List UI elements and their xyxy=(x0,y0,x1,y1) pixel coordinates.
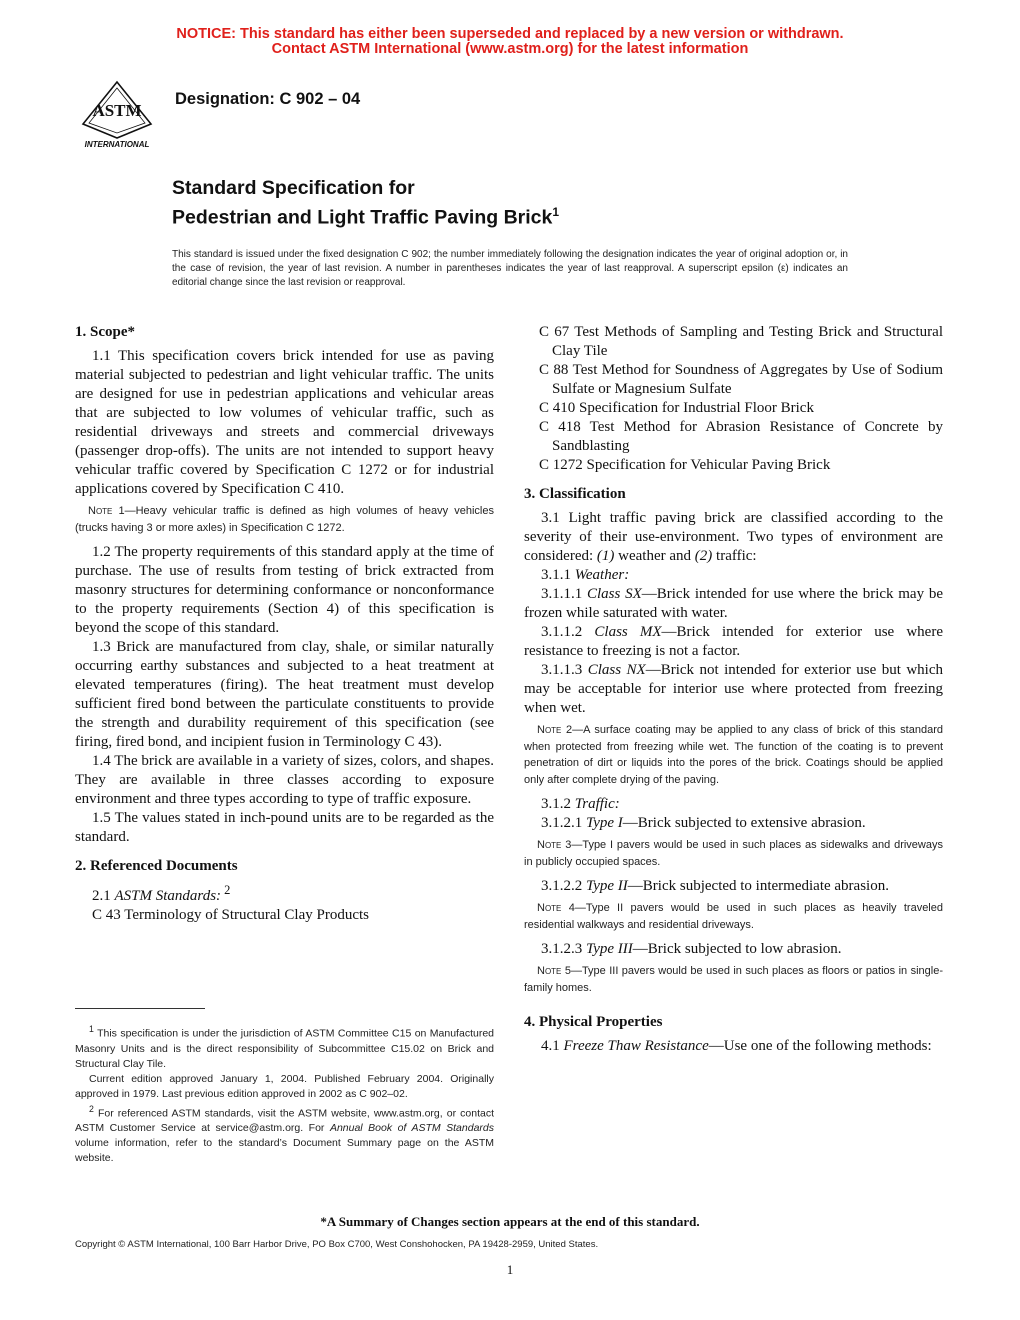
note-1-label: Note 1 xyxy=(88,505,125,517)
notice-line-1: NOTICE: This standard has either been superseded and replaced by a new version or withdrawn. xyxy=(176,26,844,42)
footnote-1-marker: 1 xyxy=(89,1024,94,1034)
summary-of-changes-note: *A Summary of Changes section appears at the end of this standard. xyxy=(320,1214,700,1229)
paragraph-3-1-2-1 xyxy=(524,814,943,833)
ref-c43: C 43 Terminology of Structural Clay Products xyxy=(92,907,369,923)
paragraph-2-1 xyxy=(75,881,494,906)
paragraph-3-1-1 xyxy=(524,566,943,585)
p3-1-2-3-em: Type III xyxy=(586,941,633,957)
p3-1-1-2-em: Class MX xyxy=(594,624,662,640)
p3-1-enum-1: (1) xyxy=(596,548,615,564)
p3-1-2-text: Traffic: xyxy=(574,796,620,812)
note-5 xyxy=(524,963,943,996)
logo-text: ASTM xyxy=(92,101,142,120)
section-2-heading: 2. Referenced Documents xyxy=(75,858,238,874)
logo-subtext: INTERNATIONAL xyxy=(84,140,150,149)
p3-1-1-2-text: —Brick intended for exterior use where resistance to freezing is not a factor. xyxy=(524,624,943,659)
paragraph-1-3: 1.3 Brick are manufactured from clay, shale, or similar naturally occurring earthy substances and subjected to a heat treatment at elevated temperatures (firing). The heat treatment must develop sufficient fired bond between the particulate constituents to provide the strength and durability requirement of this specification (see firing, fired bond, and incipient fusion in Terminology C 43). xyxy=(75,639,494,750)
footnote-1-text: This specification is under the jurisdiction of ASTM Committee C15 on Manufactured Masonry Units and is the direct responsibility of Subcommittee C15.02 on Brick and Structural Clay Tile. xyxy=(75,1027,494,1070)
p3-1-2-num: 3.1.2 xyxy=(541,796,575,812)
paragraph-3-1-1-3 xyxy=(524,661,943,718)
paragraph-3-1-2-2 xyxy=(524,877,943,896)
ref-c410: C 410 Specification for Industrial Floor Brick xyxy=(539,400,814,416)
title-footnote-marker: 1 xyxy=(552,205,560,219)
note-4-text: —Type II pavers would be used in such places as heavily traveled residential walkways and residential driveways. xyxy=(524,902,943,931)
paragraph-3-1-2 xyxy=(524,795,943,814)
p3-1-1-num: 3.1.1 xyxy=(541,567,575,583)
ref-c67: C 67 Test Methods of Sampling and Testing Brick and Structural Clay Tile xyxy=(539,324,943,359)
p3-1-1-3-em: Class NX xyxy=(587,662,646,678)
left-column xyxy=(75,323,494,925)
footnote-2-em: Annual Book of ASTM Standards xyxy=(329,1122,494,1134)
footnote-1 xyxy=(75,1022,494,1072)
note-3-text: —Type I pavers would be used in such places as sidewalks and driveways in publicly occupied spaces. xyxy=(524,839,943,868)
paragraph-1-4: 1.4 The brick are available in a variety of sizes, colors, and shapes. They are available in three classes according to exposure environment and three types according to type of traffic exposure. xyxy=(75,753,494,807)
p3-1-1-1-em: Class SX xyxy=(587,586,642,602)
document-title xyxy=(172,176,559,230)
p3-1-1-3-text: —Brick not intended for exterior use but which may be acceptable for interior use where protected from freezing when wet. xyxy=(524,662,944,716)
title-line-1: Standard Specification for xyxy=(172,177,415,199)
p3-1-1-1-text: —Brick intended for use where the brick may be frozen while saturated with water. xyxy=(524,586,943,621)
ref-c88: C 88 Test Method for Soundness of Aggregates by Use of Sodium Sulfate or Magnesium Sulfate xyxy=(539,362,943,397)
copyright: Copyright © ASTM International, 100 Barr Harbor Drive, PO Box C700, West Conshohocken, PA 19428-2959, United States. xyxy=(75,1239,599,1250)
p3-1-2-1-text: —Brick subjected to extensive abrasion. xyxy=(622,815,866,831)
page-number: 1 xyxy=(506,1262,514,1277)
p3-1-2-2-num: 3.1.2.2 xyxy=(541,878,586,894)
footnote-1-approval: Current edition approved January 1, 2004. Published February 2004. Originally approved in 1979. Last previous edition approved in 2002 as C 902–02. xyxy=(75,1072,494,1100)
p2-1-text: ASTM Standards: xyxy=(114,888,222,904)
p3-1-1-3-num: 3.1.1.3 xyxy=(541,662,588,678)
issuance-statement: This standard is issued under the fixed designation C 902; the number immediately following the designation indicates the year of original adoption or, in the case of revision, the year of last revision. A number in parentheses indicates the year of last reapproval. A superscript epsilon (ε) indicates an editorial change since the last revision or reapproval. xyxy=(172,249,848,288)
p2-1-sup: 2 xyxy=(221,883,231,897)
p3-1-2-1-em: Type I xyxy=(586,815,623,831)
p3-1-text-e: traffic: xyxy=(712,548,757,564)
note-4-label: Note 4 xyxy=(537,902,575,914)
footnote-2-marker: 2 xyxy=(89,1103,94,1114)
paragraph-4-1 xyxy=(524,1037,943,1056)
footnote-2-text-a: For referenced ASTM standards, visit the ASTM website, www.astm.org, or contact ASTM Customer Service at service@astm.org. For xyxy=(75,1107,494,1134)
ref-c418: C 418 Test Method for Abrasion Resistance of Concrete by Sandblasting xyxy=(539,419,943,454)
section-1-heading: 1. Scope* xyxy=(75,324,135,340)
note-4 xyxy=(524,900,943,933)
paragraph-1-2: 1.2 The property requirements of this standard apply at the time of purchase. The use of results from testing of brick extracted from masonry structures for determining conformance or nonconformance to the property requirements (Section 4) of this specification is beyond the scope of this standard. xyxy=(75,544,494,636)
p3-1-2-2-text: —Brick subjected to intermediate abrasion. xyxy=(627,878,889,894)
section-4-heading: 4. Physical Properties xyxy=(524,1014,663,1030)
notice-line-2: Contact ASTM International (www.astm.org) for the latest information xyxy=(271,41,749,57)
note-5-label: Note 5 xyxy=(537,965,571,977)
p3-1-text-c: weather and xyxy=(614,548,695,564)
p2-1-num: 2.1 xyxy=(92,888,115,904)
note-3-label: Note 3 xyxy=(537,839,572,851)
p3-1-2-3-text: —Brick subjected to low abrasion. xyxy=(632,941,842,957)
p4-1-em: Freeze Thaw Resistance xyxy=(563,1038,709,1054)
paragraph-1-1: 1.1 This specification covers brick intended for use as paving material subjected to pedestrian and light vehicular traffic. The units are designed for use in pedestrian applications and vehicular areas that are subjected to low volumes of vehicular traffic, such as residential driveways and streets and commercial driveways (passenger drop-offs). The units are not intended to support heavy vehicular traffic covered by Specification C 1272 or for industrial applications covered by Specification C 410. xyxy=(75,348,494,497)
footnote-rule xyxy=(75,1008,205,1009)
note-2-text: —A surface coating may be applied to any class of brick of this standard when protected from freezing while wet. The function of the coating is to prevent penetration of dirt or liquids into the pores of the brick. Coatings should be applied only after complete drying of the paving. xyxy=(524,724,943,786)
paragraph-3-1 xyxy=(524,509,943,566)
ref-c1272: C 1272 Specification for Vehicular Paving Brick xyxy=(539,457,831,473)
footnotes xyxy=(75,1022,494,1166)
section-3-heading: 3. Classification xyxy=(524,486,626,502)
notice-banner xyxy=(0,27,1020,57)
p3-1-enum-2: (2) xyxy=(694,548,713,564)
p3-1-1-2-num: 3.1.1.2 xyxy=(541,624,595,640)
paragraph-3-1-1-2 xyxy=(524,623,943,661)
footnote-2-text-b: volume information, refer to the standard’s Document Summary page on the ASTM website. xyxy=(75,1137,494,1164)
p3-1-1-text: Weather: xyxy=(574,567,630,583)
p4-1-text: —Use one of the following methods: xyxy=(708,1038,932,1054)
title-line-2-text: Pedestrian and Light Traffic Paving Brick xyxy=(172,206,553,229)
note-2 xyxy=(524,722,943,788)
p3-1-1-1-num: 3.1.1.1 xyxy=(541,586,587,602)
p4-1-num: 4.1 xyxy=(541,1038,564,1054)
title-line-2 xyxy=(172,200,559,230)
astm-logo xyxy=(70,78,165,150)
paragraph-3-1-2-3 xyxy=(524,940,943,959)
note-2-label: Note 2 xyxy=(537,724,573,736)
designation: Designation: C 902 – 04 xyxy=(175,90,361,108)
note-3 xyxy=(524,837,943,870)
p3-1-2-1-num: 3.1.2.1 xyxy=(541,815,586,831)
note-1-text: —Heavy vehicular traffic is defined as high volumes of heavy vehicles (trucks having 3 or more axles) in Specification C 1272. xyxy=(75,505,494,534)
paragraph-1-5: 1.5 The values stated in inch-pound units are to be regarded as the standard. xyxy=(75,810,494,845)
p3-1-2-2-em: Type II xyxy=(586,878,628,894)
p3-1-2-3-num: 3.1.2.3 xyxy=(541,941,586,957)
paragraph-3-1-1-1 xyxy=(524,585,943,623)
footnote-2 xyxy=(75,1102,494,1167)
note-1 xyxy=(75,503,494,536)
p3-1-text-a: 3.1 Light traffic paving brick are classified according to the severity of their use-environment. Two types of environment are considered: xyxy=(524,510,943,564)
note-5-text: —Type III pavers would be used in such places as floors or patios in single-family homes. xyxy=(524,965,943,994)
right-column xyxy=(524,323,943,1056)
